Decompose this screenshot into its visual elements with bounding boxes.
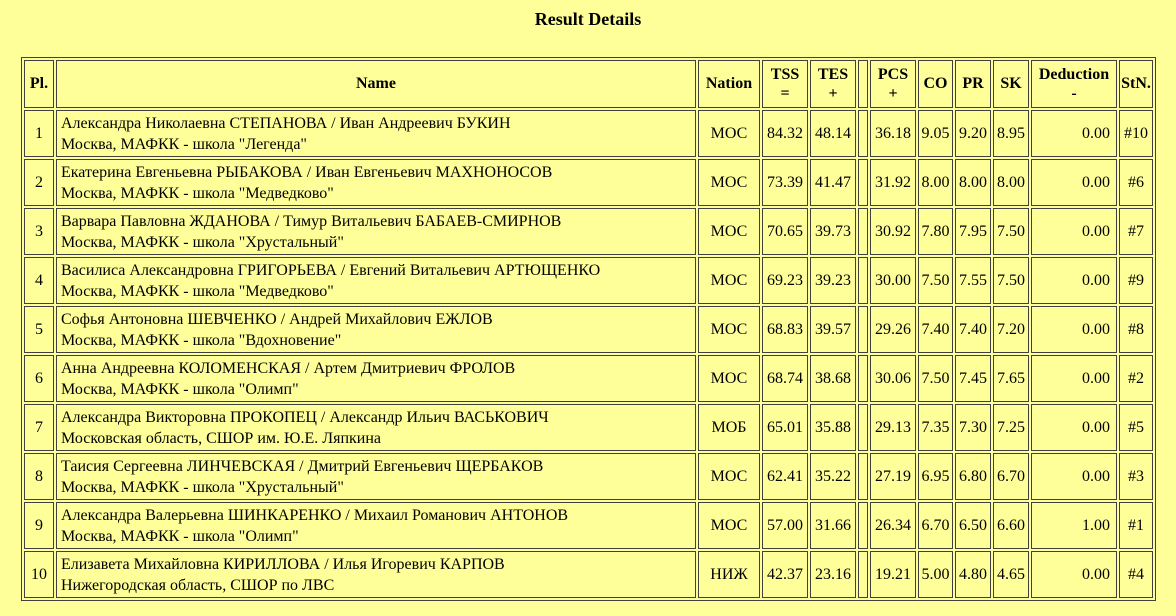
header-label-pcs: PCS	[877, 66, 909, 83]
skater-names: Екатерина Евгеньевна РЫБАКОВА / Иван Евгеньевич МАХНОНОСОВ	[61, 163, 553, 181]
tes-cell: 35.22	[810, 453, 856, 500]
club-region: Москва, МАФКК - школа "Хрустальный"	[61, 233, 344, 251]
club-region: Москва, МАФКК - школа "Олимп"	[61, 527, 299, 545]
table-row	[24, 257, 1153, 304]
spacer-cell	[858, 159, 868, 206]
pr-cell: 4.80	[955, 551, 991, 598]
pcs-cell: 19.21	[870, 551, 916, 598]
header-sub-deduction: -	[1071, 85, 1077, 102]
deduction-cell: 0.00	[1031, 551, 1117, 598]
deduction-cell: 0.00	[1031, 110, 1117, 157]
nation-cell: МОС	[698, 306, 760, 353]
tss-cell: 84.32	[762, 110, 808, 157]
name-cell	[56, 502, 696, 549]
nation-cell: МОС	[698, 453, 760, 500]
spacer-cell	[858, 208, 868, 255]
header-label-nation: Nation	[705, 75, 753, 92]
spacer-cell	[858, 453, 868, 500]
pcs-cell: 36.18	[870, 110, 916, 157]
table-row	[24, 306, 1153, 353]
stn-cell: #3	[1119, 453, 1153, 500]
skater-names: Василиса Александровна ГРИГОРЬЕВА / Евгений Витальевич АРТЮЩЕНКО	[61, 261, 601, 279]
place-cell: 5	[24, 306, 54, 353]
pcs-cell: 27.19	[870, 453, 916, 500]
skater-names: Александра Валерьевна ШИНКАРЕНКО / Михаил Романович АНТОНОВ	[61, 506, 569, 524]
tes-cell: 48.14	[810, 110, 856, 157]
pr-cell: 6.80	[955, 453, 991, 500]
club-region: Московская область, СШОР им. Ю.Е. Ляпкина	[61, 429, 382, 447]
deduction-cell: 0.00	[1031, 306, 1117, 353]
header-cell-pr	[955, 60, 991, 108]
header-sub-tes: +	[828, 85, 838, 102]
header-label-co: CO	[923, 75, 948, 92]
co-cell: 7.80	[918, 208, 953, 255]
table-row	[24, 110, 1153, 157]
name-cell	[56, 453, 696, 500]
stn-cell: #4	[1119, 551, 1153, 598]
header-cell-nation	[698, 60, 760, 108]
pr-cell: 9.20	[955, 110, 991, 157]
results-table-head	[24, 60, 1153, 108]
sk-cell: 6.70	[993, 453, 1029, 500]
deduction-cell: 1.00	[1031, 502, 1117, 549]
deduction-cell: 0.00	[1031, 208, 1117, 255]
tss-cell: 70.65	[762, 208, 808, 255]
stn-cell: #1	[1119, 502, 1153, 549]
stn-cell: #6	[1119, 159, 1153, 206]
sk-cell: 4.65	[993, 551, 1029, 598]
tss-cell: 42.37	[762, 551, 808, 598]
header-cell-spacer	[858, 60, 868, 108]
header-cell-name	[56, 60, 696, 108]
header-label-pr: PR	[962, 75, 984, 92]
header-label-tes: TES	[817, 66, 849, 83]
table-row	[24, 502, 1153, 549]
header-cell-pcs	[870, 60, 916, 108]
header-label-sk: SK	[1000, 75, 1022, 92]
place-cell: 7	[24, 404, 54, 451]
tss-cell: 57.00	[762, 502, 808, 549]
tss-cell: 68.74	[762, 355, 808, 402]
tss-cell: 65.01	[762, 404, 808, 451]
pr-cell: 7.95	[955, 208, 991, 255]
table-row	[24, 159, 1153, 206]
spacer-cell	[858, 551, 868, 598]
header-row	[24, 60, 1153, 108]
co-cell: 5.00	[918, 551, 953, 598]
results-table-body	[24, 110, 1153, 598]
table-row	[24, 453, 1153, 500]
co-cell: 7.40	[918, 306, 953, 353]
name-cell	[56, 404, 696, 451]
nation-cell: МОС	[698, 110, 760, 157]
sk-cell: 6.60	[993, 502, 1029, 549]
name-cell	[56, 306, 696, 353]
header-label-deduction: Deduction	[1038, 66, 1110, 83]
place-cell: 8	[24, 453, 54, 500]
co-cell: 7.50	[918, 257, 953, 304]
header-cell-deduction	[1031, 60, 1117, 108]
club-region: Москва, МАФКК - школа "Медведково"	[61, 184, 334, 202]
header-cell-stn	[1119, 60, 1153, 108]
tes-cell: 35.88	[810, 404, 856, 451]
header-label-stn: StN.	[1121, 75, 1151, 92]
name-cell	[56, 257, 696, 304]
spacer-cell	[858, 355, 868, 402]
skater-names: Александра Викторовна ПРОКОПЕЦ / Александр Ильич ВАСЬКОВИЧ	[61, 408, 549, 426]
place-cell: 2	[24, 159, 54, 206]
co-cell: 9.05	[918, 110, 953, 157]
skater-names: Софья Антоновна ШЕВЧЕНКО / Андрей Михайлович ЕЖЛОВ	[61, 310, 493, 328]
spacer-cell	[858, 306, 868, 353]
pr-cell: 7.40	[955, 306, 991, 353]
pcs-cell: 30.00	[870, 257, 916, 304]
tes-cell: 41.47	[810, 159, 856, 206]
skater-names: Елизавета Михайловна КИРИЛЛОВА / Илья Игоревич КАРПОВ	[61, 555, 505, 573]
name-cell	[56, 355, 696, 402]
pcs-cell: 30.92	[870, 208, 916, 255]
spacer-cell	[858, 502, 868, 549]
skater-names: Анна Андреевна КОЛОМЕНСКАЯ / Артем Дмитриевич ФРОЛОВ	[61, 359, 516, 377]
tes-cell: 23.16	[810, 551, 856, 598]
sk-cell: 8.00	[993, 159, 1029, 206]
pr-cell: 7.30	[955, 404, 991, 451]
pr-cell: 6.50	[955, 502, 991, 549]
nation-cell: МОС	[698, 502, 760, 549]
co-cell: 6.70	[918, 502, 953, 549]
stn-cell: #7	[1119, 208, 1153, 255]
pcs-cell: 29.26	[870, 306, 916, 353]
table-row	[24, 208, 1153, 255]
pcs-cell: 29.13	[870, 404, 916, 451]
place-cell: 10	[24, 551, 54, 598]
tes-cell: 39.57	[810, 306, 856, 353]
header-label-place: Pl.	[29, 75, 49, 92]
stn-cell: #2	[1119, 355, 1153, 402]
pcs-cell: 30.06	[870, 355, 916, 402]
pr-cell: 7.55	[955, 257, 991, 304]
tss-cell: 68.83	[762, 306, 808, 353]
nation-cell: МОС	[698, 159, 760, 206]
club-region: Москва, МАФКК - школа "Медведково"	[61, 282, 334, 300]
table-row	[24, 355, 1153, 402]
header-cell-sk	[993, 60, 1029, 108]
header-cell-co	[918, 60, 953, 108]
spacer-cell	[858, 110, 868, 157]
club-region: Москва, МАФКК - школа "Хрустальный"	[61, 478, 344, 496]
stn-cell: #9	[1119, 257, 1153, 304]
header-cell-place	[24, 60, 54, 108]
header-sub-pcs: +	[888, 85, 898, 102]
tss-cell: 73.39	[762, 159, 808, 206]
spacer-cell	[858, 404, 868, 451]
nation-cell: МОС	[698, 257, 760, 304]
header-cell-tes	[810, 60, 856, 108]
results-table	[21, 57, 1156, 601]
nation-cell: МОБ	[698, 404, 760, 451]
deduction-cell: 0.00	[1031, 453, 1117, 500]
place-cell: 9	[24, 502, 54, 549]
stn-cell: #10	[1119, 110, 1153, 157]
pcs-cell: 26.34	[870, 502, 916, 549]
place-cell: 4	[24, 257, 54, 304]
tes-cell: 31.66	[810, 502, 856, 549]
name-cell	[56, 159, 696, 206]
skater-names: Таисия Сергеевна ЛИНЧЕВСКАЯ / Дмитрий Евгеньевич ЩЕРБАКОВ	[61, 457, 544, 475]
stn-cell: #5	[1119, 404, 1153, 451]
header-sub-tss: =	[780, 85, 790, 102]
header-cell-tss	[762, 60, 808, 108]
pr-cell: 8.00	[955, 159, 991, 206]
pr-cell: 7.45	[955, 355, 991, 402]
skater-names: Варвара Павловна ЖДАНОВА / Тимур Витальевич БАБАЕВ-СМИРНОВ	[61, 212, 562, 230]
tes-cell: 39.73	[810, 208, 856, 255]
deduction-cell: 0.00	[1031, 159, 1117, 206]
table-row	[24, 404, 1153, 451]
sk-cell: 7.50	[993, 257, 1029, 304]
nation-cell: НИЖ	[698, 551, 760, 598]
tss-cell: 62.41	[762, 453, 808, 500]
club-region: Нижегородская область, СШОР по ЛВС	[61, 576, 335, 594]
club-region: Москва, МАФКК - школа "Олимп"	[61, 380, 299, 398]
co-cell: 7.35	[918, 404, 953, 451]
page-title: Result Details	[534, 9, 642, 29]
sk-cell: 7.65	[993, 355, 1029, 402]
tes-cell: 39.23	[810, 257, 856, 304]
nation-cell: МОС	[698, 355, 760, 402]
stn-cell: #8	[1119, 306, 1153, 353]
name-cell	[56, 208, 696, 255]
header-label-tss: TSS	[770, 66, 800, 83]
spacer-cell	[858, 257, 868, 304]
sk-cell: 7.25	[993, 404, 1029, 451]
sk-cell: 8.95	[993, 110, 1029, 157]
deduction-cell: 0.00	[1031, 355, 1117, 402]
co-cell: 8.00	[918, 159, 953, 206]
name-cell	[56, 551, 696, 598]
deduction-cell: 0.00	[1031, 404, 1117, 451]
place-cell: 1	[24, 110, 54, 157]
name-cell	[56, 110, 696, 157]
club-region: Москва, МАФКК - школа "Вдохновение"	[61, 331, 342, 349]
sk-cell: 7.20	[993, 306, 1029, 353]
skater-names: Александра Николаевна СТЕПАНОВА / Иван Андреевич БУКИН	[61, 114, 511, 132]
place-cell: 6	[24, 355, 54, 402]
deduction-cell: 0.00	[1031, 257, 1117, 304]
sk-cell: 7.50	[993, 208, 1029, 255]
tss-cell: 69.23	[762, 257, 808, 304]
header-label-name: Name	[356, 75, 396, 92]
co-cell: 6.95	[918, 453, 953, 500]
place-cell: 3	[24, 208, 54, 255]
co-cell: 7.50	[918, 355, 953, 402]
pcs-cell: 31.92	[870, 159, 916, 206]
club-region: Москва, МАФКК - школа "Легенда"	[61, 135, 307, 153]
tes-cell: 38.68	[810, 355, 856, 402]
table-row	[24, 551, 1153, 598]
nation-cell: МОС	[698, 208, 760, 255]
